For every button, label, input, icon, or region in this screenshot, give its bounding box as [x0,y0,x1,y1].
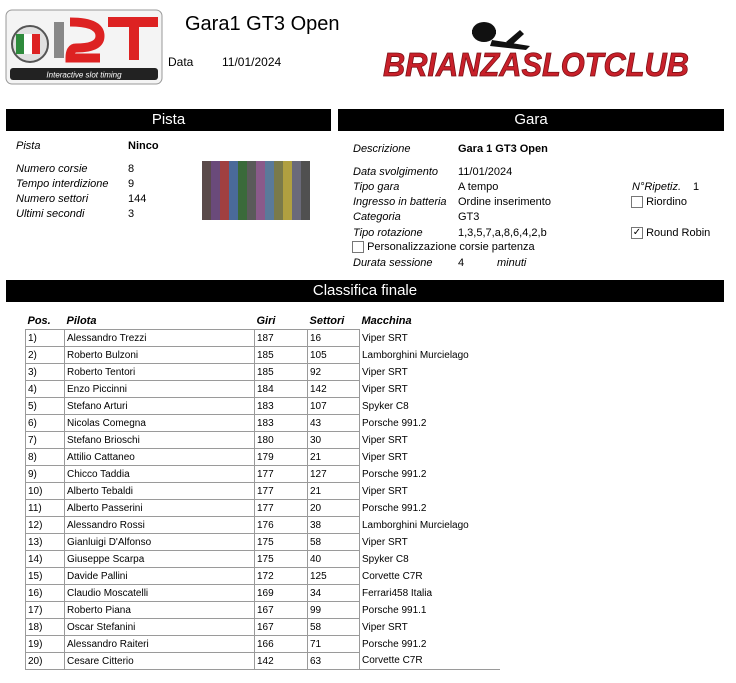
cell-pos: 12) [26,517,65,534]
cell-pilota: Alessandro Raiteri [65,636,255,653]
cell-macchina: Corvette C7R [360,653,500,670]
numero-corsie-label: Numero corsie [16,163,88,175]
lane-color-stripe [211,161,220,220]
riordino-row [631,196,687,208]
categoria-value: GT3 [458,211,480,223]
date-label: Data [168,55,194,69]
table-row [26,364,500,381]
cell-pos: 20) [26,653,65,670]
cell-settori: 30 [308,432,360,449]
cell-pos: 7) [26,432,65,449]
cell-pos: 3) [26,364,65,381]
numero-settori-value: 144 [128,193,147,205]
cell-settori: 21 [308,483,360,500]
cell-settori: 71 [308,636,360,653]
cell-settori: 105 [308,347,360,364]
lane-color-stripe [256,161,265,220]
personalizzazione-label: Personalizzazione corsie partenza [367,241,535,253]
cell-pilota: Stefano Brioschi [65,432,255,449]
ist-logo-text: Interactive slot timing [46,70,122,80]
ripetizioni-label: N°Ripetiz. [632,181,682,193]
col-pilota: Pilota [66,315,97,327]
cell-macchina: Viper SRT [362,332,408,344]
lane-color-stripe [301,161,310,220]
cell-settori: 38 [308,517,360,534]
table-row [26,398,500,415]
table-row [26,347,500,364]
tempo-interdizione-value: 9 [128,178,135,190]
table-row [26,653,500,670]
cell-pilota: Alessandro Rossi [65,517,255,534]
cell-settori: 40 [308,551,360,568]
lane-color-stripe [265,161,274,220]
cell-giri: 179 [255,449,308,466]
cell-pilota: Giuseppe Scarpa [65,551,255,568]
tempo-interdizione-label: Tempo interdizione [16,178,109,190]
riordino-label: Riordino [646,196,688,208]
lane-color-stripe [202,161,211,220]
cell-macchina: Ferrari458 Italia [362,587,433,599]
cell-giri: 167 [255,619,308,636]
ripetizioni-value: 1 [693,181,700,193]
table-row [26,602,500,619]
table-row [26,568,500,585]
lane-color-stripe [238,161,247,220]
cell-pos: 18) [26,619,65,636]
tipo-rotazione-label: Tipo rotazione [353,227,423,239]
cell-settori: 58 [308,619,360,636]
col-settori: Settori [309,315,345,327]
cell-macchina: Spyker C8 [362,400,409,412]
cell-giri: 177 [255,483,308,500]
personalizzazione-row [352,241,535,253]
cell-settori: 92 [308,364,360,381]
cell-giri: 175 [255,534,308,551]
tipo-rotazione-value: 1,3,5,7,a,8,6,4,2,b [458,227,547,239]
durata-sessione-label: Durata sessione [353,257,433,269]
durata-sessione-value: 4 [458,257,465,269]
cell-pos: 10) [26,483,65,500]
cell-giri: 176 [255,517,308,534]
cell-macchina: Porsche 991.2 [362,502,427,514]
cell-pilota: Attilio Cattaneo [65,449,255,466]
lane-color-stripe [220,161,229,220]
cell-macchina: Viper SRT [362,383,408,395]
personalizzazione-checkbox[interactable] [352,241,364,253]
cell-pos: 19) [26,636,65,653]
cell-pilota: Alberto Passerini [65,500,255,517]
cell-settori: 142 [308,381,360,398]
lane-color-stripe [274,161,283,220]
classifica-table [25,313,500,670]
round-robin-label: Round Robin [646,227,711,239]
table-row [26,415,500,432]
cell-giri: 177 [255,500,308,517]
table-row [26,381,500,398]
cell-macchina: Spyker C8 [362,553,409,565]
table-row [26,330,500,347]
cell-pos: 16) [26,585,65,602]
cell-pos: 17) [26,602,65,619]
cell-pilota: Alberto Tebaldi [65,483,255,500]
cell-settori: 58 [308,534,360,551]
cell-pos: 2) [26,347,65,364]
cell-pilota: Cesare Citterio [65,653,255,670]
cell-macchina: Porsche 991.2 [362,638,427,650]
data-svolgimento-label: Data svolgimento [353,166,438,178]
cell-macchina: Viper SRT [362,366,408,378]
cell-pilota: Roberto Bulzoni [65,347,255,364]
cell-settori: 107 [308,398,360,415]
table-row [26,585,500,602]
cell-pilota: Chicco Taddia [65,466,255,483]
table-row [26,636,500,653]
pista-heading: Pista [6,109,331,131]
pista-name-label: Pista [16,140,41,152]
cell-giri: 166 [255,636,308,653]
cell-pos: 6) [26,415,65,432]
descrizione-label: Descrizione [353,143,411,155]
cell-pilota: Oscar Stefanini [65,619,255,636]
ingresso-batteria-label: Ingresso in batteria [353,196,447,208]
tipo-gara-label: Tipo gara [353,181,400,193]
cell-giri: 187 [255,330,308,347]
round-robin-checkbox[interactable]: ✓ [632,227,642,239]
categoria-label: Categoria [353,211,401,223]
cell-giri: 184 [255,381,308,398]
cell-pos: 15) [26,568,65,585]
cell-macchina: Porsche 991.2 [362,468,427,480]
table-row [26,449,500,466]
cell-pos: 8) [26,449,65,466]
cell-macchina: Viper SRT [362,451,408,463]
numero-corsie-value: 8 [128,163,135,175]
table-row [26,432,500,449]
cell-giri: 169 [255,585,308,602]
cell-macchina: Porsche 991.2 [362,417,427,429]
cell-macchina: Porsche 991.1 [362,604,427,616]
tipo-gara-value: A tempo [458,181,499,193]
cell-pilota: Claudio Moscatelli [65,585,255,602]
cell-settori: 99 [308,602,360,619]
durata-sessione-unit: minuti [497,257,527,269]
cell-settori: 63 [308,653,360,670]
table-row [26,466,500,483]
cell-pos: 9) [26,466,65,483]
table-row [26,500,500,517]
cell-settori: 21 [308,449,360,466]
ultimi-secondi-label: Ultimi secondi [16,208,85,220]
lane-color-stripe [247,161,256,220]
classifica-heading: Classifica finale [6,280,724,302]
cell-macchina: Lamborghini Murcielago [362,349,469,361]
ingresso-batteria-value: Ordine inserimento [458,196,551,208]
ist-logo [4,8,164,86]
table-row [26,517,500,534]
round-robin-row [631,227,710,239]
cell-macchina: Viper SRT [362,536,408,548]
cell-pilota: Roberto Piana [65,602,255,619]
riordino-checkbox[interactable] [631,196,643,208]
numero-settori-label: Numero settori [16,193,89,205]
cell-settori: 43 [308,415,360,432]
cell-pos: 1) [26,330,65,347]
cell-pos: 4) [26,381,65,398]
cell-pos: 14) [26,551,65,568]
pista-name-value: Ninco [128,140,159,152]
cell-macchina: Viper SRT [362,434,408,446]
col-giri: Giri [256,315,276,327]
cell-pilota: Enzo Piccinni [65,381,255,398]
cell-settori: 125 [308,568,360,585]
date-value: 11/01/2024 [222,55,282,69]
cell-pilota: Davide Pallini [65,568,255,585]
cell-macchina: Viper SRT [362,485,408,497]
cell-giri: 177 [255,466,308,483]
lane-color-strip [202,161,310,220]
cell-settori: 20 [308,500,360,517]
cell-giri: 183 [255,398,308,415]
cell-giri: 183 [255,415,308,432]
col-pos: Pos. [27,315,51,327]
cell-giri: 172 [255,568,308,585]
table-row [26,483,500,500]
classifica-header-row [26,313,500,330]
descrizione-value: Gara 1 GT3 Open [458,143,548,155]
cell-settori: 16 [308,330,360,347]
cell-macchina: Viper SRT [362,621,408,633]
lane-color-stripe [229,161,238,220]
cell-giri: 142 [255,653,308,670]
cell-pilota: Gianluigi D'Alfonso [65,534,255,551]
col-macchina: Macchina [361,315,412,328]
lane-color-stripe [283,161,292,220]
cell-settori: 34 [308,585,360,602]
brianza-slot-club-logo [380,18,692,84]
table-row [26,534,500,551]
brianza-slot-club-logo-text: BRIANZASLOTCLUB [383,46,689,83]
table-row [26,551,500,568]
ultimi-secondi-value: 3 [128,208,135,220]
cell-giri: 175 [255,551,308,568]
cell-pos: 11) [26,500,65,517]
cell-macchina: Corvette C7R [362,570,423,582]
table-row [26,619,500,636]
lane-color-stripe [292,161,301,220]
gara-heading: Gara [338,109,724,131]
race-title: Gara1 GT3 Open [185,13,340,35]
cell-giri: 185 [255,364,308,381]
cell-giri: 185 [255,347,308,364]
cell-pilota: Stefano Arturi [65,398,255,415]
cell-pilota: Nicolas Comegna [65,415,255,432]
cell-pos: 13) [26,534,65,551]
cell-pos: 5) [26,398,65,415]
data-svolgimento-value: 11/01/2024 [458,166,513,178]
cell-giri: 180 [255,432,308,449]
cell-giri: 167 [255,602,308,619]
cell-settori: 127 [308,466,360,483]
cell-macchina: Lamborghini Murcielago [362,519,469,531]
cell-pilota: Roberto Tentori [65,364,255,381]
cell-pilota: Alessandro Trezzi [65,330,255,347]
